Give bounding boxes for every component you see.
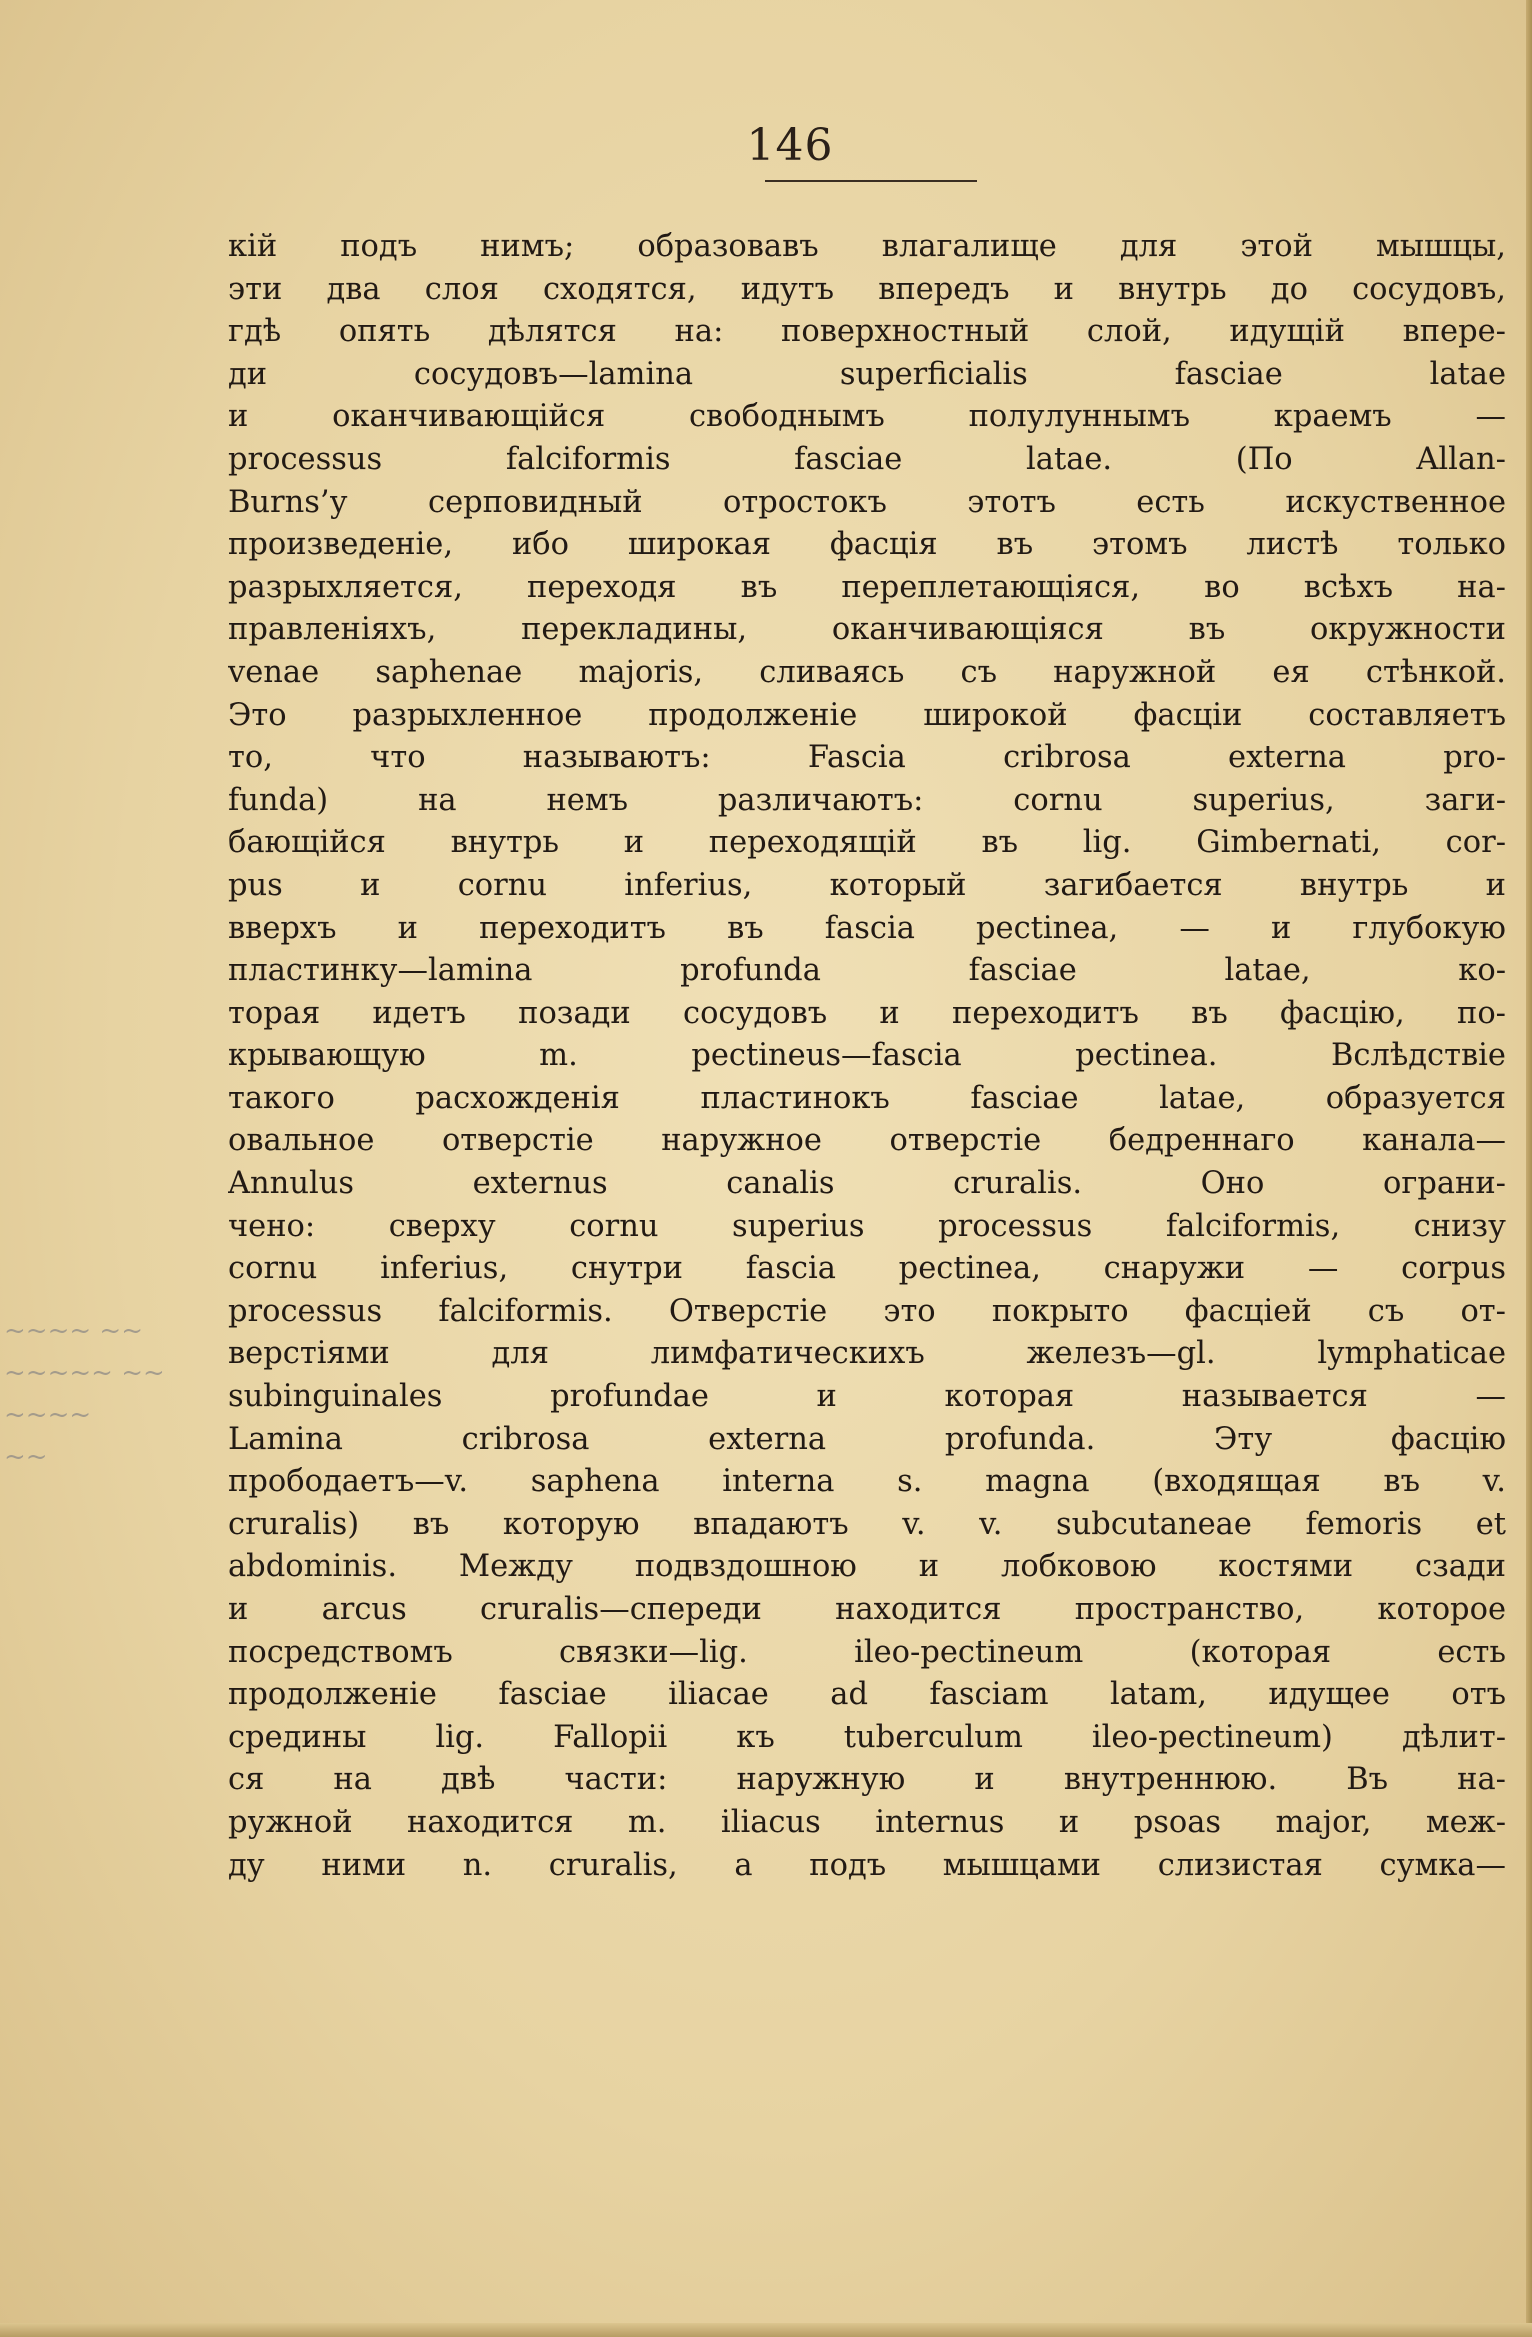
text-line: cornu inferius, снутри fascia pectinea, снаружи — corpus bbox=[228, 1251, 1506, 1287]
text-line: abdominis. Между подвздошною и лобковою костями сзади bbox=[228, 1549, 1506, 1585]
text-line: processus falciformis fasciae latae. (По Allan- bbox=[228, 441, 1506, 477]
text-line: funda) на немъ различаютъ: cornu superius, заги- bbox=[228, 782, 1506, 818]
text-line: крывающую m. pectineus—fascia pectinea. Вслѣдствіе bbox=[228, 1038, 1506, 1074]
text-line: вверхъ и переходитъ въ fascia pectinea, — и глубокую bbox=[228, 910, 1506, 946]
text-line: такого расхожденія пластинокъ fasciae latae, образуется bbox=[228, 1080, 1506, 1116]
text-line: venae saphenae majoris, сливаясь съ наружной ея стѣнкой. bbox=[228, 654, 1506, 690]
text-line: subinguinales profundae и которая называется — bbox=[228, 1379, 1506, 1415]
page-edge-right bbox=[1526, 0, 1532, 2337]
text-line: Это разрыхленное продолженіе широкой фасціи составляетъ bbox=[228, 697, 1506, 733]
page-edge-bottom bbox=[0, 2323, 1532, 2337]
text-line: прободаетъ—v. saphena interna s. magna (входящая въ v. bbox=[228, 1464, 1506, 1500]
text-line: и arcus cruralis—спереди находится пространство, которое bbox=[228, 1592, 1506, 1627]
text-line: эти два слоя сходятся, идутъ впередъ и внутрь до сосудовъ, bbox=[228, 271, 1506, 307]
text-line: то, что называютъ: Fascia cribrosa externa pro- bbox=[228, 740, 1506, 776]
text-line: пластинку—lamina profunda fasciae latae, ко- bbox=[228, 953, 1506, 989]
text-line: продолженіе fasciae iliacae ad fasciam latam, идущее отъ bbox=[228, 1677, 1506, 1713]
text-line: Annulus externus canalis cruralis. Оно ограни- bbox=[228, 1166, 1506, 1202]
faded-stamp bbox=[1230, 2232, 1340, 2258]
text-line: ди сосудовъ—lamina superficialis fasciae latae bbox=[228, 356, 1506, 392]
handwritten-margin-note: ~~~~ ~~ ~~~~~ ~~ ~~~~ ~~ bbox=[4, 1316, 165, 1472]
text-line: торая идетъ позади сосудовъ и переходитъ въ фасцію, по- bbox=[228, 995, 1506, 1031]
body-text bbox=[228, 226, 1506, 1887]
text-line: ся на двѣ части: наружную и внутреннюю. Въ на- bbox=[228, 1762, 1506, 1798]
text-line: правленіяхъ, перекладины, оканчивающіяся въ окружности bbox=[228, 612, 1506, 648]
text-line: произведеніе, ибо широкая фасція въ этомъ листѣ только bbox=[228, 527, 1506, 563]
text-line: разрыхляется, переходя въ переплетающіяся, во всѣхъ на- bbox=[228, 569, 1506, 605]
text-line: гдѣ опять дѣлятся на: поверхностный слой, идущій впере- bbox=[228, 314, 1506, 350]
text-line: бающійся внутрь и переходящій въ lig. Gimbernati, cor- bbox=[228, 825, 1506, 861]
text-line: Burns’у серповидный отростокъ этотъ есть искуственное bbox=[228, 484, 1506, 520]
text-line: cruralis) въ которую впадаютъ v. v. subcutaneae femoris et bbox=[228, 1506, 1506, 1542]
page-number: 146 bbox=[746, 120, 834, 171]
text-line: Lamina cribrosa externa profunda. Эту фасцію bbox=[228, 1421, 1506, 1457]
text-line: посредствомъ связки—lig. ileo-pectineum (которая есть bbox=[228, 1634, 1506, 1670]
text-line: чено: сверху cornu superius processus falciformis, снизу bbox=[228, 1208, 1506, 1244]
text-line: и оканчивающійся свободнымъ полулуннымъ краемъ — bbox=[228, 399, 1506, 435]
text-line: средины lig. Fallopii къ tuberculum ileo-pectineum) дѣлит- bbox=[228, 1719, 1506, 1755]
header-rule bbox=[765, 180, 977, 182]
text-line: овальное отверстіе наружное отверстіе бедреннаго канала— bbox=[228, 1123, 1506, 1159]
text-line: ружной находится m. iliacus internus и psoas major, меж- bbox=[228, 1804, 1506, 1840]
text-line: processus falciformis. Отверстіе это покрыто фасціей съ от- bbox=[228, 1293, 1506, 1329]
text-line: кій подъ нимъ; образовавъ влагалище для этой мышцы, bbox=[228, 229, 1506, 264]
text-line: верстіями для лимфатическихъ железъ—gl. lymphaticae bbox=[228, 1336, 1506, 1372]
text-line: pus и cornu inferius, который загибается внутрь и bbox=[228, 867, 1506, 903]
text-line: ду ними n. cruralis, а подъ мышцами слизистая сумка— bbox=[228, 1847, 1506, 1883]
